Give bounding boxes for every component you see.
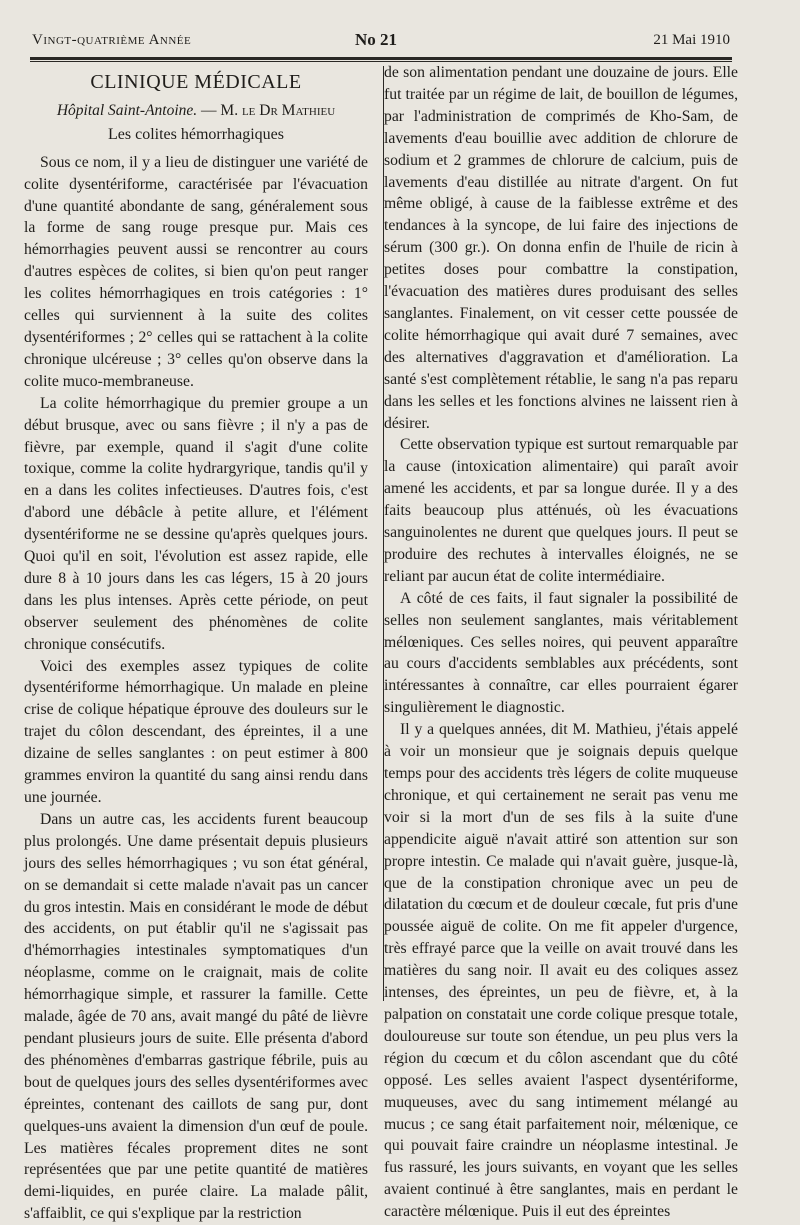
right-column [384, 62, 738, 1223]
article-subtitle: Les colites hémorrhagiques [108, 125, 284, 143]
paragraph: Sous ce nom, il y a lieu de distinguer une variété de colite dysentériforme, caractérisée par l'évacuation d'une quantité abondante de sang, généralement sous la forme de sang rouge presque pur. Mais ces hémorrhagies peuvent aussi se rencontrer au cours d'autres espèces de colites, si bien qu'on peut ranger les colites hémorrhagiques en trois catégories : 1° celles qui surviennent à la suite des colites dysentériformes ; 2° celles qui se rattachent à la colite chronique ulcéreuse ; 3° celles qu'on observe dans la colite muco-membraneuse. [24, 153, 368, 390]
paragraph: Voici des exemples assez typiques de colite dysentériforme hémorrhagique. Un malade en pleine crise de colique hépatique éprouve des douleurs sur le trajet du côlon descendant, des épreintes, il a une dizaine de selles sanglantes : on peut estimer à 800 grammes environ la quantité du sang ainsi rendu dans une journée. [24, 657, 368, 806]
hospital-name: Hôpital Saint-Antoine. [56, 101, 198, 119]
issue-date: 21 Mai 1910 [653, 32, 730, 48]
paragraph: Il y a quelques années, dit M. Mathieu, j'étais appelé à voir un monsieur que je soignais depuis quelque temps pour des accidents très légers de colite muqueuse chronique, et qui certainement ne serait pas venu me voir si la mort d'un de ses fils à la suite d'une appendicite aiguë n'avait attiré son attention sur son propre intestin. Ce malade qui n'avait guère, jusque-là, que de la constipation chronique avec un peu de dilatation du cœcum et de douleur cœcale, fut pris d'une poussée aiguë de colite. On me fit appeler d'urgence, très effrayé parce que la veille on avait trouvé dans les matières du sang noir. Il avait eu des coliques assez intenses, des épreintes, un peu de fièvre, et, à la palpation on constatait une corde colique presque totale, douloureuse sur toute son étendue, un peu plus vers la région du cœcum et du côlon ascendant que du côté opposé. Les selles avaient l'aspect dysentériforme, muqueuses, avec du sang intimement mélangé au mucus ; ce sang était parfaitement noir, mélœnique, ce qui pouvait faire craindre un néoplasme intestinal. Je fus rassuré, les jours suivants, en voyant que les selles avaient continué à être sanglantes, mais en perdant le caractère mélœnique. Puis il eut des épreintes [384, 721, 738, 1221]
issue-number: No 21 [355, 30, 398, 49]
volume-year: Vingt-quatrième Année [32, 32, 192, 48]
header-rule [30, 57, 732, 60]
paragraph: Cette observation typique est surtout remarquable par la cause (intoxication alimentaire) qui paraît avoir amené les accidents, et par sa longue durée. Il y a des faits beaucoup plus atténués, où les évacuations sanguinolentes ne durent que quelques jours. Il peut se produire des rechutes à intervalles éloignés, ne se reliant par aucun état de colite intermédiaire. [384, 436, 738, 585]
page-header [32, 30, 730, 52]
paragraph: A côté de ces faits, il faut signaler la possibilité de selles non seulement sanglantes, mais véritablement mélœniques. Ces selles noires, qui peuvent apparaître au cours d'accidents semblables aux précédents, sont intéressantes à connaître, car elles pourraient égarer singulièrement le diagnostic. [384, 589, 738, 717]
byline [24, 100, 368, 122]
section-title: CLINIQUE MÉDICALE [90, 71, 302, 93]
author-name: — M. le Dr Mathieu [201, 101, 336, 119]
paragraph: Dans un autre cas, les accidents furent beaucoup plus prolongés. Une dame présentait depuis plusieurs jours des selles hémorrhagiques ; vu son état général, on se demandait si cette malade n'avait pas un cancer du gros intestin. Mais en considérant le mode de début des accidents, on put établir qu'il ne s'agissait pas d'hémorrhagies intestinales symptomatiques d'un néoplasme, comme on le craignait, mais de colite hémorrhagique simple, et rassurer la famille. Cette malade, âgée de 70 ans, avait mangé du pâté de lièvre pendant plusieurs jours de suite. Elle présenta d'abord des phénomènes d'embarras gastrique fébrile, puis au bout de quelques jours des selles dysentériformes avec épreintes, contenant des caillots de sang pur, dont quelques-uns avaient la dimension d'un œuf de poule. Les matières fécales proprement dites ne sont représentées que par une petite quantité de matières demi-liquides, en purée claire. La malade pâlit, s'affaiblit, ce qui s'explique par la restriction [24, 810, 368, 1223]
left-column [24, 62, 368, 1225]
paragraph: de son alimentation pendant une douzaine de jours. Elle fut traitée par un régime de lait, de bouillon de légumes, par l'administration de comprimés de Kho-Sam, de lavements d'eau bouillie avec addition de chlorure de sodium et 2 grammes de chlorure de calcium, puis de lavements d'eau distillée au nitrate d'argent. On fut même obligé, à cause de la faiblesse extrême et des tendances à la syncope, de lui faire des injections de sérum (300 gr.). On donna enfin de l'huile de ricin à petites doses pour combattre la constipation, l'évacuation des matières dures produisant des selles sanglantes. Finalement, on vit cesser cette poussée de colite hémorrhagique qui avait duré 7 semaines, avec des alternatives d'aggravation et d'amélioration. La santé s'est complètement rétablie, le sang n'a pas reparu dans les selles et les fonctions alvines ne laissent rien à désirer. [384, 64, 738, 432]
paragraph: La colite hémorrhagique du premier groupe a un début brusque, avec ou sans fièvre ; il n'y a pas de fièvre, par exemple, quand il s'agit d'une colite toxique, comme la colite hydrargyrique, tandis qu'il y en a dans les colites infectieuses. D'autres fois, c'est d'abord une débâcle à petite allure, et l'élément dysentériforme ne se dessine qu'après quelques jours. Quoi qu'il en soit, l'évolution est assez rapide, elle dure 8 à 10 jours dans les cas légers, 15 à 20 jours dans les plus intenses. Après cette période, on peut observer seulement des phénomènes de colite chronique consécutifs. [24, 394, 368, 653]
